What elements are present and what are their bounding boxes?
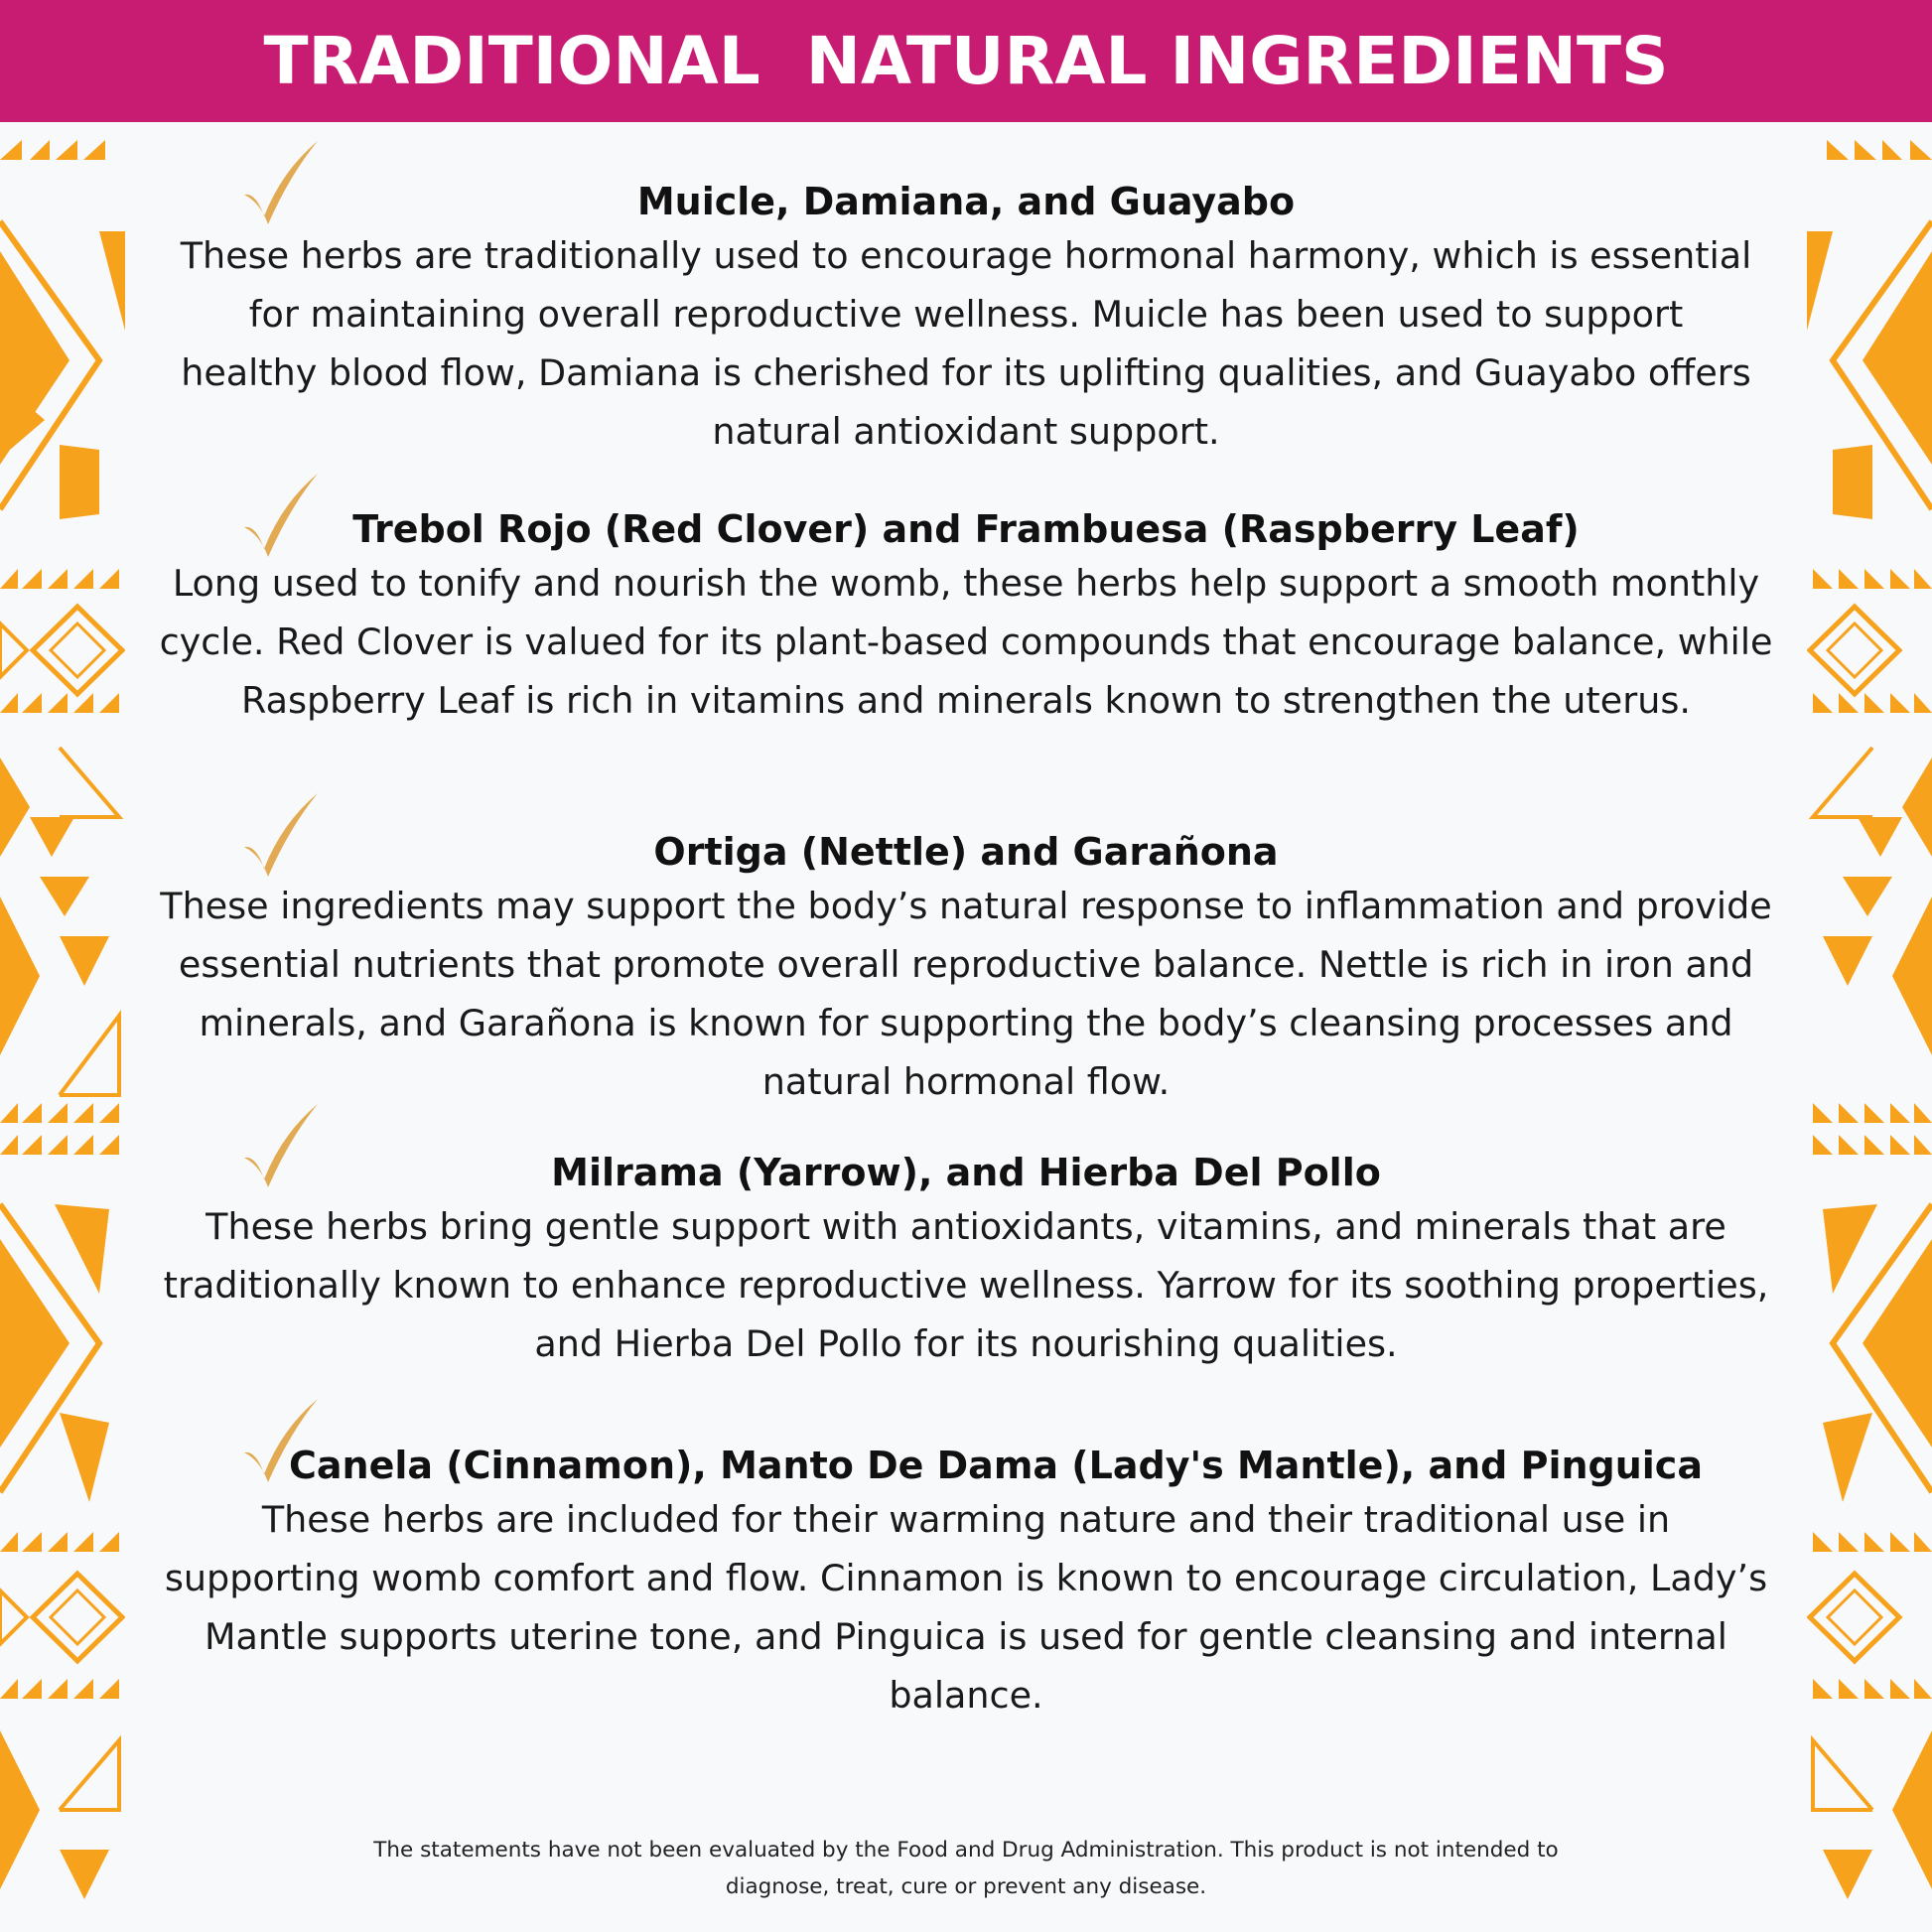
left-tribal-border	[0, 122, 125, 1932]
section-body: Long used to tonify and nourish the womb, these herbs help support a smooth monthly cycle. Red Clover is valued for its plant-based compounds that encourage balance, while Raspberry Leaf is rich in vitamins and minerals known to strengthen the uterus.	[159, 562, 1773, 722]
ingredient-section-4	[139, 1148, 1793, 1373]
ingredient-section-2	[139, 504, 1793, 730]
ingredient-section-3	[139, 827, 1793, 1111]
section-title: Ortiga (Nettle) and Garañona	[653, 830, 1279, 874]
fda-disclaimer	[139, 1832, 1793, 1905]
tribal-pattern-left	[0, 122, 125, 1932]
section-body: These herbs are included for their warming nature and their traditional use in supporting womb comfort and flow. Cinnamon is known to encourage circulation, Lady’s Mantle supports uterine tone, and Pinguica is used for gentle cleansing and internal balance.	[164, 1498, 1768, 1717]
tribal-pattern-right	[1807, 122, 1932, 1932]
section-title: Canela (Cinnamon), Manto De Dama (Lady's Mantle), and Pinguica	[289, 1444, 1703, 1487]
section-title: Trebol Rojo (Red Clover) and Frambuesa (Raspberry Leaf)	[352, 507, 1580, 551]
section-body: These herbs bring gentle support with antioxidants, vitamins, and minerals that are traditionally known to enhance reproductive wellness. Yarrow for its soothing properties, and Hierba Del Pollo for its nourishing qualities.	[163, 1205, 1769, 1365]
ingredient-section-5	[139, 1441, 1793, 1725]
section-title: Muicle, Damiana, and Guayabo	[636, 180, 1296, 223]
ingredients-content	[139, 122, 1793, 1932]
right-tribal-border	[1807, 122, 1932, 1932]
page-title: TRADITIONAL NATURAL INGREDIENTS	[263, 23, 1669, 99]
section-body: These ingredients may support the body’s natural response to inflammation and provide essential nutrients that promote overall reproductive balance. Nettle is rich in iron and minerals, and Garañona is known for supporting the body’s cleansing processes and natural hormonal flow.	[160, 885, 1772, 1103]
section-body: These herbs are traditionally used to encourage hormonal harmony, which is essential for maintaining overall reproductive wellness. Muicle has been used to support healthy blood flow, Damiana is cherished for its uplifting qualities, and Guayabo offers natural antioxidant support.	[180, 234, 1752, 453]
section-title: Milrama (Yarrow), and Hierba Del Pollo	[551, 1151, 1381, 1194]
disclaimer-text: The statements have not been evaluated by the Food and Drug Administration. This product is not intended to diagnose, treat, cure or prevent any disease.	[373, 1838, 1559, 1899]
ingredient-section-1	[139, 177, 1793, 461]
header-banner	[0, 0, 1932, 122]
